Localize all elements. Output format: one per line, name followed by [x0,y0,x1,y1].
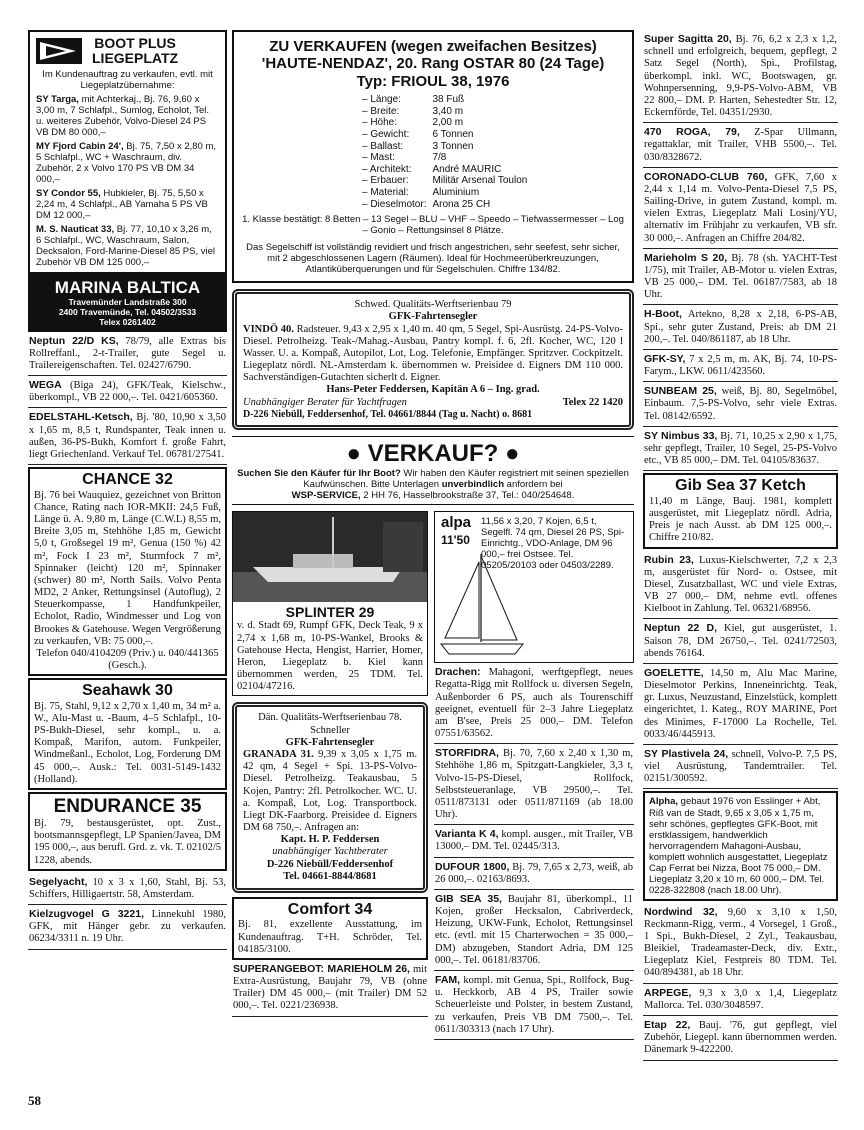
spec-row [362,129,533,141]
ad-name: SY Nimbus 33, [644,429,718,442]
boot-plus-item-text: Bj. 75, 7,50 x 2,80 m, 5 Schlafpl., WC + Waschraum, div. Zubehör, 2 x Volvo 170 PS VB DM 34 000,– [36,141,217,186]
granada-sig-1: Kapt. H. P. Feddersen [280,834,380,846]
flag-logo-icon [36,36,84,66]
haute-nendaz-title-3: Typ: FRIOUL 38, 1976 [356,72,510,90]
alpa-logo: alpa [441,514,472,532]
ad-fam: FAM, kompl. mit Genua, Spi., Rollfock, Bug- u. Heckkorb, AB 4 PS, Trailer sowie Scheuerleiste und Polster, in bestem Zustand, zu verkaufen, Preis VB DM 7500,–. Tel. 0611/303313 (nach 17 Uhr). [434,971,634,1040]
ad-text: Artekno, 8,28 x 2,18, 6-PS-AB, Spi., sehr guter Zustand, Preis: ab DM 21 200,–. Tel. 040/861187, ab 18 Uhr. [644,309,837,345]
spec-label: – Mast: [362,152,395,164]
marina-name: MARINA BALTICA [54,278,201,298]
vindo-name: VINDÖ 40. [243,323,294,335]
spec-row [362,94,533,106]
ad-name: SY Plastivela 24, [644,747,729,760]
ad-name: ARPEGE, [644,986,692,999]
ad-name: SUNBEAM 25, [644,385,717,398]
vindo-sig-1: Hans-Peter Feddersen, Kapitän A 6 – Ing. grad. [326,384,540,396]
ad-alpa [434,511,634,663]
spec-row [362,187,533,199]
gibsea37-text: 11,40 m Länge, Bauj. 1981, komplett ausgerüstet, mit Liegeplatz nördl. Adria, Preis je nach Ausst. ab DM 125 000,–. Chiffre 210/82. [649,495,832,544]
ad-gib-sea-37 [643,473,838,548]
classified-ad [643,30,838,123]
spec-label: – Erbauer: [362,175,409,187]
spec-value: 3 Tonnen [432,140,474,152]
ad-name: GFK-SY, [644,352,686,365]
alpa-text: 11,56 x 3,20, 7 Kojen, 6,5 t, Segelfl. 74 qm, Diesel 26 PS, Spi-Einrichtg., VDO-Anlage, DM 96 000,– frei Ostsee. Tel. 05205/20103 oder 04503/2289. [481,516,625,572]
ad-comfort-34 [232,897,428,960]
ad-text: Kiel, gut ausgerüstet, 1. Saison 78, DM 26750,–. Tel. 0241/72503, abends 76164. [644,623,837,659]
spec-value: Aluminium [432,186,480,198]
ad-endurance-35 [28,792,227,871]
splinter-text: v. d. Stadt 69, Rumpf GFK, Deck Teak, 9 x 2,74 x 1,68 m, 10-PS-Wankel, Brooks & Gatehouse Hecta, Hengist, Harrier, Homer, Heron, Liegeplatz b. Kiel kann übernommen werden, 25 TDM. Tel. 02104/47216. [237,620,423,693]
boot-plus-items [36,94,219,268]
ad-seahawk-30 [28,678,227,790]
boot-plus-item-name: SY Targa, [36,94,79,106]
ad-text: Bj. 71, 10,25 x 2,90 x 1,75, sehr gepflegt, Trailer, 10 Segel, 25-PS-Volvo etc., VB 85 000,– DM. Tel. 04105/83637. [644,430,837,467]
alpha-text: gebaut 1976 von Esslinger + Abt, Riß van de Stadt, 9,65 x 3,05 x 1,75 m, sehr schönes, gepflegtes GFK-Boot, mit erstklassigem, handwerklich hervorragendem Mahagoni-Ausbau, komplett wohnlich ausgestattet, Liegeplatz Cap Ferrat bei Nizza, Boot 75 000,– DM. Liegeplatz 3,20 x 10 m, 60 000,– DM. Tel. 0228-322808 (nach 18.00 Uhr). [649,796,828,896]
spec-value: André MAURIC [432,163,502,175]
ad-varianta: Varianta K 4, kompl. ausger., mit Trailer, VB 13000,– DM. Tel. 02445/313. [434,825,634,857]
classified-ad [643,350,838,382]
ad-text: weiß, Bj. 80, Segelmöbel, Einbaum. 7,5-PS-Volvo, sehr viele Extras. Tel. 08142/6592. [644,386,837,422]
verkauf-line-2: WSP-SERVICE, [291,490,361,502]
alpa-model: 11'50 [441,532,470,547]
ad-text: Luxus-Kielschwerter, 7,2 x 2,3 m, ausgerüstet für Nord- o. Ostsee, mit Diesel, Zusatzballast, WC und viele Extras, VB 27 000,– DM, nehme evtl. offenes Kielboot in Zahlung. Tel. 06321/68956. [644,554,837,615]
ad-text: 9,3 x 3,0 x 1,4, Liegeplatz Mallorca. Tel. 030/3048597. [644,987,837,1011]
ad-vindo-40 [232,289,634,430]
chance-text: Bj. 76 bei Wauquiez, gezeichnet von Britton Chance, Rating nach IOR-MKII: 24,5 Fuß, Länge ü. A. 9,80 m, Länge (C.W.L) 8,55 m, Breite 3,05 m, Stehhöhe 1,85 m, Gewicht 5,0 t, Großsegel 19 m², Genua (150 %) 42 m², Fock I 23 m², Sturmfock 7 m², Spinnaker (leicht) 120 m², Spinnaker (schwer) 80 m², North Sails. Volvo Penta MD2, 2 Anker, Rettungsinsel (Autoflug), 2 Steuerkompasse, 1 Handfunkpeiler, Echolot, Radio, Windmesser und Log von Brookes & Gatehouse. Wegen Vergrößerung zu verkaufen, VB: 75 000,–. [34,489,221,647]
vindo-telex: Telex 22 1420 [562,396,623,408]
classified-ad [643,664,838,745]
spec-row [362,199,533,211]
comfort-title: Comfort 34 [287,900,373,918]
ad-granada-31 [232,702,428,892]
ad-boot-plus [28,30,227,274]
ad-name: Neptun 22 D, [644,622,717,635]
ad-marina-baltica [28,274,227,331]
vindo-sub: GFK-Fahrtensegler [388,311,478,323]
ad-wega: WEGA (Biga 24), GFK/Teak, Kielschw., überkompl., VB 22 000,–. Tel. 0421/605360. [28,376,227,408]
ad-neptun-22: Neptun 22/D KS, 78/79, alle Extras bis Rollreffanl., 2-t-Trailer, gute Segel u. Trailereigenschaften. Tel. 02427/6790. [28,332,227,377]
granada-sig-2: unabhängiger Yachtberater [272,846,388,858]
spec-value: Militär Arsenal Toulon [432,175,528,187]
ad-dufour: DUFOUR 1800, Bj. 79, 7,65 x 2,73, weiß, ab 26 000,–. 02163/8693. [434,858,634,890]
classified-ad [643,168,838,249]
spec-value: 6 Tonnen [432,128,474,140]
spec-table [362,94,533,210]
classified-ad [643,1016,838,1061]
ad-text: 7 x 2,5 m, m. AK, Bj. 74, 10-PS-Farym., LKW. 0611/423560. [644,353,837,378]
spec-label: – Material: [362,186,409,198]
splinter-boat-photo-icon [233,512,427,602]
vindo-sig-2: Unabhängiger Berater für Yachtfragen [243,396,407,408]
ad-name: 470 ROGA, 79, [644,126,740,139]
granada-sig-4: Tel. 04661-8844/8681 [283,870,377,882]
seahawk-text: Bj. 75, Stahl, 9,12 x 2,70 x 1,40 m, 34 m² a. W., Alu-Mast u. -Baum, 4–5 Schlafpl., 10-PS-Bukh-Diesel, sehr kompl., u. a. Kompaß, Marifon, autom. Funkpeiler, Windmeßanl., Echolot, Log, Forderung DM 45 000,–. Ausk.: Tel. 0031-5149-1432 (Holland). [34,700,221,785]
classified-ad [643,305,838,350]
boot-plus-subtitle: LIEGEPLATZ [92,50,179,66]
verkauf-line-1: Suchen Sie den Käufer für Ihr Boot? [237,468,401,480]
ad-name: GOELETTE, [644,666,704,679]
granada-head: Dän. Qualitäts-Werftserienbau 78. Schneller [258,712,402,736]
boot-plus-item-name: MY Fjord Cabin 24', [36,141,124,153]
boot-plus-item-text: mit Achterkaj., Bj. 76, 9,60 x 3,00 m, 7 Schlafpl., Sumlog, Echolot, Tel. u. weiteres Zubehör, Volvo-Diesel 24 PS VB DM 80 000,– [36,94,210,139]
spec-value: 7/8 [432,152,447,164]
ad-text: Bauj. '76, gut gepflegt, viel Zubehör, Liegepl. kann übernommen werden. Dänemark 9-422200. [644,1020,837,1056]
marina-phone: 2400 Travemünde, Tel. 04502/3533 [58,306,197,317]
spec-row [362,175,533,187]
classified-ad [643,249,838,306]
ads-group-b [643,551,838,790]
spec-value: Arona 25 CH [432,198,491,210]
haute-nendaz-title-1: ZU VERKAUFEN (wegen zweifachen Besitzes) [269,38,597,55]
granada-sig-3: D-226 Niebüll/Feddersenhof [266,858,394,870]
granada-text: 9,39 x 3,05 x 1,75 m. 42 qm, 4 Segel + Spi. 13-PS-Volvo-Diesel. Petrolheizg. Teakausbau, 5 Kojen, Pantry: 2fl. Petrolkocher. WC. U. a. Kompaß, Lot, Log. Transportbock. Liegt DK-Faarborg. Preisidee d. Eigners DM 68 750,–. Anfragen an: [243,748,417,834]
vindo-sig-3: D-226 Niebüll, Feddersenhof, Tel. 04661/8844 (Tag u. Nacht) o. 8681 [243,408,533,420]
ad-chance-32 [28,467,227,676]
ad-name: Etap 22, [644,1019,691,1031]
spec-row [362,117,533,129]
spec-label: – Länge: [362,94,401,106]
classified-ad [643,382,838,427]
chance-phone: Telefon 040/4104209 (Priv.) u. 040/441365 (Gesch.). [36,647,219,672]
ad-splinter-29 [232,511,428,696]
boot-plus-item-text: Hubkieler, Bj. 75, 5,50 x 2,24 m, 4 Schlafpl., AB Yamaha 5 PS VB DM 12 000,– [36,188,208,222]
classified-ad [643,427,838,472]
verkauf-title: ● VERKAUF? ● [346,440,520,468]
spec-label: – Höhe: [362,117,398,129]
seahawk-title: Seahawk 30 [82,682,173,700]
classified-ad [643,745,838,790]
ad-kielzugvogel: Kielzugvogel G 3221, Linnekuhl 1980, GFK, mit Hänger gebr. zu verkaufen. 06234/3311 n. 19 Uhr. [28,905,227,950]
spec-label: – Architekt: [362,163,412,175]
haute-nendaz-title-2: 'HAUTE-NENDAZ', 20. Rang OSTAR 80 (24 Tage) [261,55,605,73]
endurance-title: ENDURANCE 35 [53,795,202,817]
classified-ad [643,984,838,1016]
gibsea37-title: Gib Sea 37 Ketch [675,477,806,495]
spec-label: – Breite: [362,105,400,117]
ad-name: Rubin 23, [644,553,694,566]
spec-label: – Dieselmotor: [362,198,427,210]
ad-marieholm-26: SUPERANGEBOT: MARIEHOLM 26, mit Extra-Ausrüstung, Baujahr 79, VB (ohne Trailer) DM 45 000,– (mit Trailer) DM 52 000,–. Tel. 0221/236938. [232,960,428,1017]
ad-name: H-Boot, [644,308,682,321]
vindo-text: Radsteuer. 9,43 x 2,95 x 1,40 m. 40 qm, 5 Segel, Spi-Ausrüstg. 24-PS-Volvo-Diesel. Petrolheizg. Teak-/Mahag.-Ausbau, Pantry kompl. f. 6, 2fl. Kocher, WC, 120 l Wasser. U. a. Kompaß, Autopilot, Lot, Log. Telefonie, Empfänger. Spritzver. Cockpitzelt. Liegeplatz nördl. NL-Amsterdam k. übernommen w. Preisidee d. Eigners DM 110 000. Sachverständigen-Gutachten sicherlt d. Eigner. [243,323,623,384]
spec-row [362,164,533,176]
comfort-text: Bj. 81, exzellente Ausstattung, im Kundenauftrag. T+H. Schröder, Tel. 04185/3100. [238,919,422,955]
haute-nendaz-klasse: 1. Klasse bestätigt: 8 Betten – 13 Segel – BLU – VHF – Speedo – Tiefwassermesser – Log – Gonio – Rettungsinsel 8 Plätze. [242,214,624,237]
ad-name: Marieholm S 20, [644,251,728,264]
splinter-title: SPLINTER 29 [285,604,375,621]
ads-group-c [643,903,838,1061]
spec-value: 2,00 m [432,117,464,129]
chance-title: CHANCE 32 [82,471,173,489]
ad-name: CORONADO-CLUB 760, [644,170,768,183]
spec-row [362,106,533,118]
boot-plus-item-name: SY Condor 55, [36,188,101,200]
spec-label: – Gewicht: [362,128,410,140]
marina-address: Travemünder Landstraße 300 [68,296,187,307]
classified-ad [643,903,838,984]
alpha-name: Alpha, [649,796,679,808]
endurance-text: Bj. 79, bestausgerüstet, opt. Zust., bootsmannsgepflegt, LP Spanien/Javea, DM 195 000,–, aus berufl. Grd. z. vk. T. 02102/5 1228, abends. [34,818,221,866]
ads-group-a [643,30,838,471]
spec-label: – Ballast: [362,140,404,152]
column-right [643,30,838,1130]
ad-storfidra: STORFIDRA, Bj. 70, 7,60 x 2,40 x 1,30 m, Stehhöhe 1,86 m, Spitzgatt-Langkieler, 3,3 t, Volvo-15-PS-Diesel, Rollfock, Selbststeueranlage, VB 29500,–. Tel. 0511/873131 oder 0511/871169 (ab 18.00 Uhr). [434,744,634,825]
boot-plus-item [36,224,219,268]
ad-text: GFK, 7,60 x 2,44 x 1,14 m. Volvo-Penta-Diesel 7,5 PS, Sailing-Drive, in gutem Zustand, kompl. m. vielen Extras, Liegeplatz Mali Losinj/YU, alternativ im Frühjahr zu verkaufen, VB sfr. 30 000,–. Anfragen an Chiffre 204/82. [644,171,837,244]
ad-edelstahl-ketsch: EDELSTAHL-Ketsch, Bj. '80, 10,90 x 3,50 x 1,65 m, 8,5 t, Rundspanter, Teak innen u. außen, 36-PS-Bukh, Komfort f. große Fahrt, liegt Griechenland. Verkauf Tel. 06781/27541. [28,408,227,465]
sailboat-drawing-icon [435,552,527,662]
ad-alpha [643,791,838,900]
spec-value: 38 Fuß [432,94,465,106]
boot-plus-item [36,94,219,138]
ad-text: schnell, Volvo-P. 7,5 PS, viel Ausrüstung, Tandemtrailer. Tel. 02151/300592. [644,748,837,785]
boot-plus-title: BOOT PLUS [94,35,176,52]
boot-plus-item-name: M. S. Nauticat 33, [36,224,115,236]
granada-sub: GFK-Fahrtensegler [285,736,375,748]
ad-text: 9,60 x 3,10 x 1,50, Reckmann-Rigg, verm., 4 Vorsegel, 1 Groß., 1 Spi., Bukh-Diesel, 2 Zyl., Teakausbau, Bleikiel, Tradeamaster-Deck, div. Extr., Liegeplatz Kiel, Festpreis 80 TDM. Tel. 040/894381, ab 18 Uhr. [644,906,837,979]
ad-name: Super Sagitta 20, [644,33,732,45]
classified-ad [643,551,838,620]
spec-row [362,141,533,153]
classified-ad [643,123,838,168]
ad-gib-sea-35: GIB SEA 35, Baujahr 81, überkompl., 11 Kojen, großer Hecksalon, Cabriverdeck, Heizung, UKW-Funk, Echolot, Rettungsinsel etc. (evtl. mit 15 Charterwochen = 35 000,– DM) abzugeben, Standort Adria, DM 125 000,–. Tel. 06181/83706. [434,890,634,971]
ad-drachen: Drachen: Mahagoni, werftgepflegt, neues Regatta-Rigg mit Rollfock u. diversen Segeln, Außenborder 6 PS, auch als Tourenschiff geeignet, eventuell für 2–3 Jahre Liegeplatz am B'see, Preis 25 000,– DM. Telefon 07551/63562. [434,663,634,744]
marina-telex: Telex 0261402 [99,316,156,327]
boot-plus-item [36,141,219,185]
spec-row [362,152,533,164]
ad-segelyacht: Segelyacht, 10 x 3 x 1,60, Stahl, Bj. 53, Schiffers, Hilligaertstr. 58, Amsterdam. [28,873,227,905]
ad-verkauf: ● VERKAUF? ● Suchen Sie den Käufer für Ihr Boot? Wir haben den Käufer registriert mit seinen speziellen Kaufwünschen. Bitte Unterlagen unverbindlich anfordern bei WSP-SERVICE, 2 HH 76, Hasselbrookstraße 37, Tel.: 040/254648. [232,436,634,505]
column-left [28,30,227,1130]
ad-text: Bj. 78 (sh. YACHT-Test 1/75), mit Trailer, AB-Motor u. vielen Extras, VB 25 000,– DM. Tel. 06187/7583, ab 18 Uhr. [644,252,837,301]
ad-name: Nordwind 32, [644,905,718,918]
page-number: 58 [28,1093,41,1108]
boot-plus-item-text: Bj. 77, 10,10 x 3,26 m, 6 Schlafpl., WC, Waschraum, Salon, Decksalon, Ford-Marine-Diesel 85 PS, viel Zubehör VB DM 125 000,– [36,224,215,269]
alpa-logo-area [435,512,477,662]
classified-ad [643,619,838,664]
granada-name: GRANADA 31. [243,748,314,760]
spec-value: 3,40 m [432,105,464,117]
boot-plus-intro: Im Kundenauftrag zu verkaufen, evtl. mit Liegeplatzübernahme: [42,69,213,92]
splinter-photo [233,512,427,602]
ad-text: Bj. 76, 6,2 x 2,3 x 1,2, schnell und erfolgreich, bequem, gepflegt, 2 Satz Segel (North), Spi., Profilstag, überkompl. inkl. WC, Bootswagen, gr. Wohnpersenning, 9,9-PS-Volvo-ABM, VB 22 800,– DM. P. Harten, Sehestedter Str. 12, Eckernförde, Tel. 04351/2930. [644,34,837,119]
column-middle [232,30,634,1130]
vindo-head: Schwed. Qualitäts-Werftserienbau 79 [354,299,512,311]
ad-haute-nendaz [232,30,634,283]
ad-text: Z-Spar Ullmann, regattaklar, mit Trailer, VHB 5500,–. Tel. 030/8328672. [644,127,837,163]
boot-plus-item [36,188,219,221]
haute-nendaz-desc: Das Segelschiff ist vollständig revidiert und frisch angestrichen, sehr seefest, sehr sicher, mit 2 abgeschlossenen Lagern (Räumen). Ideal für Hochmeerüberkreuzungen, Atlantiküberquerungen und für Segelschulen. Chiffre 134/82. [246,242,620,276]
ad-text: 14,50 m, Alu Mac Marine, Dieselmotor Perkins, Inneneinrichtg. Teak, gr. Luxus, Neuzustand, Einzelstück, komplett eingerichtet, 1. Kateg., ROY MARINE, Port des Minimes, F-17000 La Rochelle, Tel. 0033/46/445913. [644,667,837,740]
